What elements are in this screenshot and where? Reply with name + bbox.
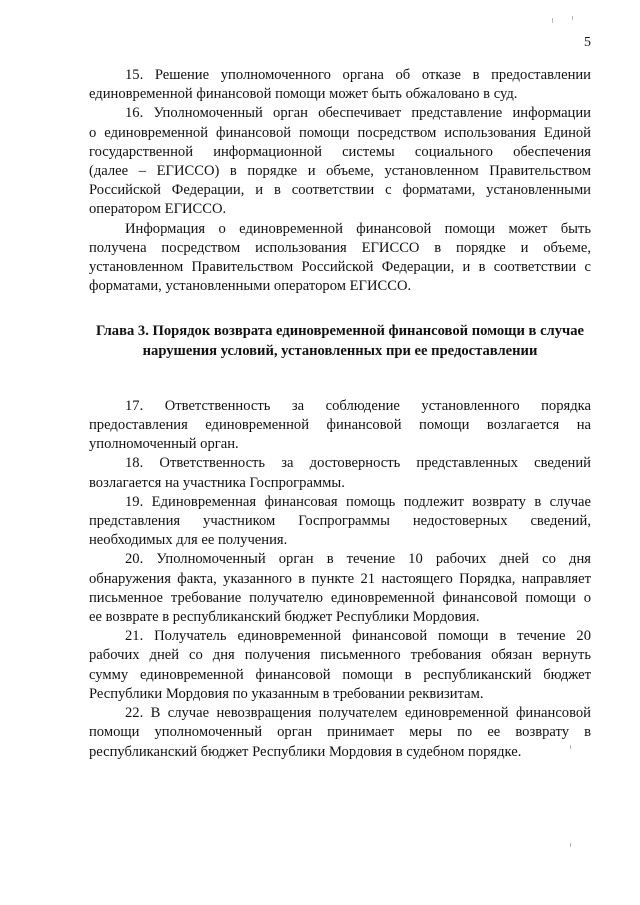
scan-speck — [572, 16, 573, 20]
paragraph-first-line: Информация о единовременной финансовой помощи может быть — [125, 220, 591, 237]
chapter-2-section — [89, 66, 591, 296]
paragraph-line: республиканский бюджет Республики Мордовия в судебном порядке. — [89, 743, 522, 760]
paragraph-line: помощи уполномоченный орган принимает меры по ее возврату в — [89, 724, 591, 741]
paragraph-first-line: 16. Уполномоченный орган обеспечивает представление информации — [125, 105, 591, 122]
paragraph-line: форматами, установленными оператором ЕГИССО. — [89, 278, 412, 295]
paragraph-first-line: 22. В случае невозвращения получателем единовременной финансовой — [125, 705, 591, 722]
paragraph-line: возлагается на участника Госпрограммы. — [89, 474, 345, 491]
heading-line: Глава 3. Порядок возврата единовременной финансовой помощи в случае — [95, 323, 585, 340]
paragraph-first-line: 17. Ответственность за соблюдение установленного порядка — [125, 397, 591, 414]
paragraph-line: Российской Федерации, и в соответствии с форматами, установленными — [89, 182, 591, 199]
paragraph-first-line: 18. Ответственность за достоверность представленных сведений — [125, 455, 591, 472]
paragraph-line: обнаружения факта, указанного в пункте 21 настоящего Порядка, направляет — [89, 570, 591, 587]
scan-speck — [570, 843, 571, 847]
paragraph-line: получена посредством использования ЕГИССО в порядке и объеме, — [89, 239, 591, 256]
paragraph-first-line: 19. Единовременная финансовая помощь подлежит возврату в случае — [125, 493, 591, 510]
paragraph-line: (далее – ЕГИССО) в порядке и объеме, установленном Правительством — [89, 163, 591, 180]
chapter-3-heading — [89, 322, 591, 360]
scan-speck — [552, 18, 553, 23]
paragraph-line: государственной информационной системы социального обеспечения — [89, 143, 591, 160]
paragraph-line: письменное требование получателю единовременной финансовой помощи о — [89, 589, 591, 606]
paragraph-line: сумму единовременной финансовой помощи в республиканский бюджет — [89, 666, 591, 683]
chapter-3-section — [89, 397, 591, 762]
paragraph-first-line: 20. Уполномоченный орган в течение 10 рабочих дней со дня — [125, 551, 591, 568]
paragraph-line: Республики Мордовия по указанным в требовании реквизитам. — [89, 685, 484, 702]
page-number: 5 — [584, 35, 591, 50]
paragraph-first-line: 15. Решение уполномоченного органа об отказе в предоставлении — [125, 67, 591, 83]
paragraph-line: ее возврате в республиканский бюджет Республики Мордовия. — [89, 609, 480, 626]
paragraph-line: уполномоченный орган. — [89, 436, 239, 453]
paragraph-first-line: 21. Получатель единовременной финансовой помощи в течение 20 — [125, 628, 591, 645]
paragraph-line: рабочих дней со дня получения письменного требования обязан вернуть — [89, 647, 591, 664]
paragraph-line: о единовременной финансовой помощи посредством использования Единой — [89, 124, 591, 141]
paragraph-line: оператором ЕГИССО. — [89, 201, 227, 218]
paragraph-line: необходимых для ее получения. — [89, 532, 288, 549]
heading-line: нарушения условий, установленных при ее предоставлении — [142, 342, 538, 359]
paragraph-line: единовременной финансовой помощи может быть обжаловано в суд. — [89, 86, 518, 103]
document-body — [89, 66, 591, 762]
paragraph-line: представления участником Госпрограммы недостоверных сведений, — [89, 513, 591, 530]
paragraph-line: предоставления единовременной финансовой помощи возлагается на — [89, 417, 591, 434]
paragraph-line: установленном Правительством Российской Федерации, и в соответствии с — [89, 259, 591, 276]
